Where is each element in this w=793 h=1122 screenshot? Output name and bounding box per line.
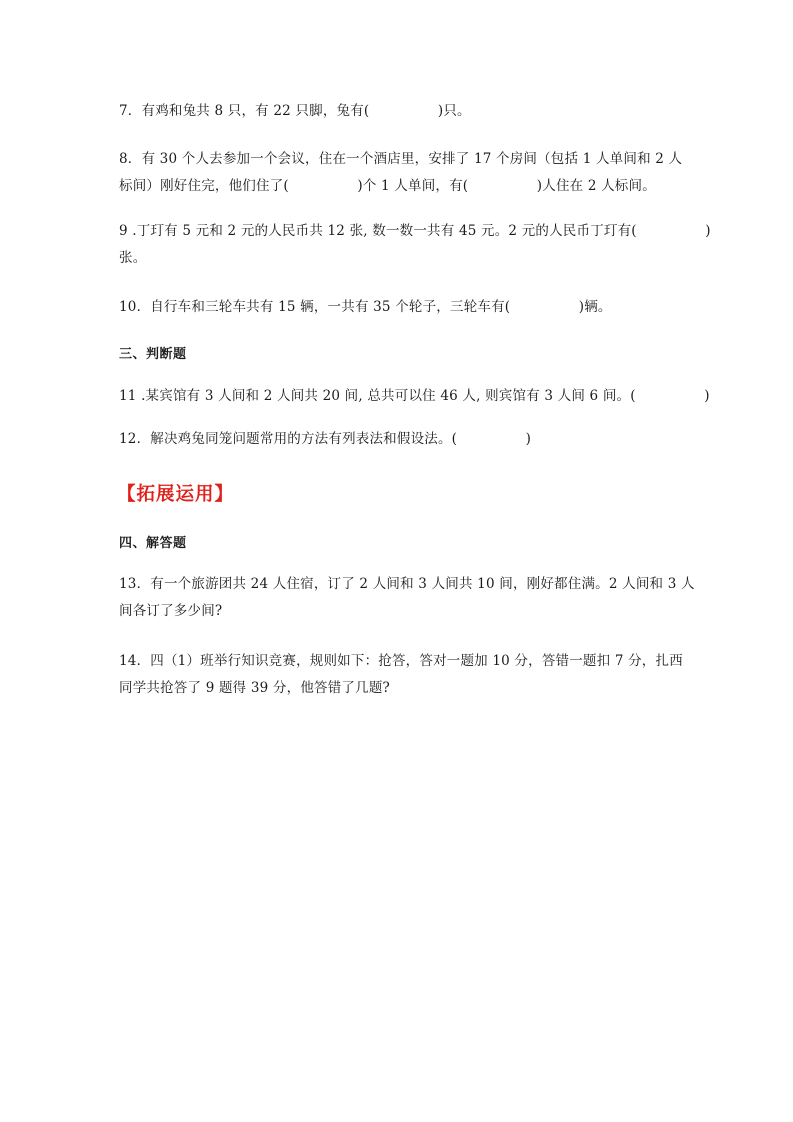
- section-banner: 【拓展运用】: [117, 484, 235, 505]
- question-9-text-line2: 张。: [119, 250, 147, 266]
- question-13: [119, 571, 695, 625]
- question-12: [119, 426, 675, 453]
- question-10-text: 10．自行车和三轮车共有 15 辆，一共有 35 个轮子，三轮车有( )辆。: [119, 299, 612, 315]
- question-9: [119, 218, 711, 272]
- question-7: [119, 98, 675, 125]
- question-14-text-line2: 同学共抢答了 9 题得 39 分，他答错了几题?: [119, 680, 390, 696]
- question-13-text-line2: 间各订了多少间?: [119, 603, 223, 619]
- question-7-text: 7．有鸡和兔共 8 只，有 22 只脚，兔有( )只。: [119, 103, 471, 119]
- question-11-text: 11 .某宾馆有 3 人间和 2 人间共 20 间, 总共可以住 46 人, 则宾馆有 3 人间 6 间。( ): [119, 388, 710, 404]
- question-14: [119, 648, 683, 702]
- question-9-text-line1: 9 .丁玎有 5 元和 2 元的人民币共 12 张, 数一数一共有 45 元。2 元的人民币丁玎有( ): [119, 223, 711, 239]
- section-heading-solve: 四、解答题: [119, 536, 187, 551]
- question-12-text: 12．解决鸡兔同笼问题常用的方法有列表法和假设法。( ): [119, 431, 532, 447]
- question-13-text-line1: 13．有一个旅游团共 24 人住宿，订了 2 人间和 3 人间共 10 间，刚好都住满。2 人间和 3 人: [119, 576, 695, 592]
- question-8: [119, 146, 683, 200]
- question-8-text-line1: 8．有 30 个人去参加一个会议，住在一个酒店里，安排了 17 个房间（包括 1 人单间和 2 人: [119, 151, 683, 167]
- question-10: [119, 294, 675, 321]
- question-8-text-line2: 标间）刚好住完，他们住了( )个 1 人单间，有( )人住在 2 人标间。: [119, 178, 656, 194]
- question-11: [119, 383, 710, 410]
- question-14-text-line1: 14．四（1）班举行知识竞赛，规则如下：抢答，答对一题加 10 分，答错一题扣 7 分，扎西: [119, 653, 683, 669]
- section-heading-judge: 三、判断题: [119, 347, 187, 362]
